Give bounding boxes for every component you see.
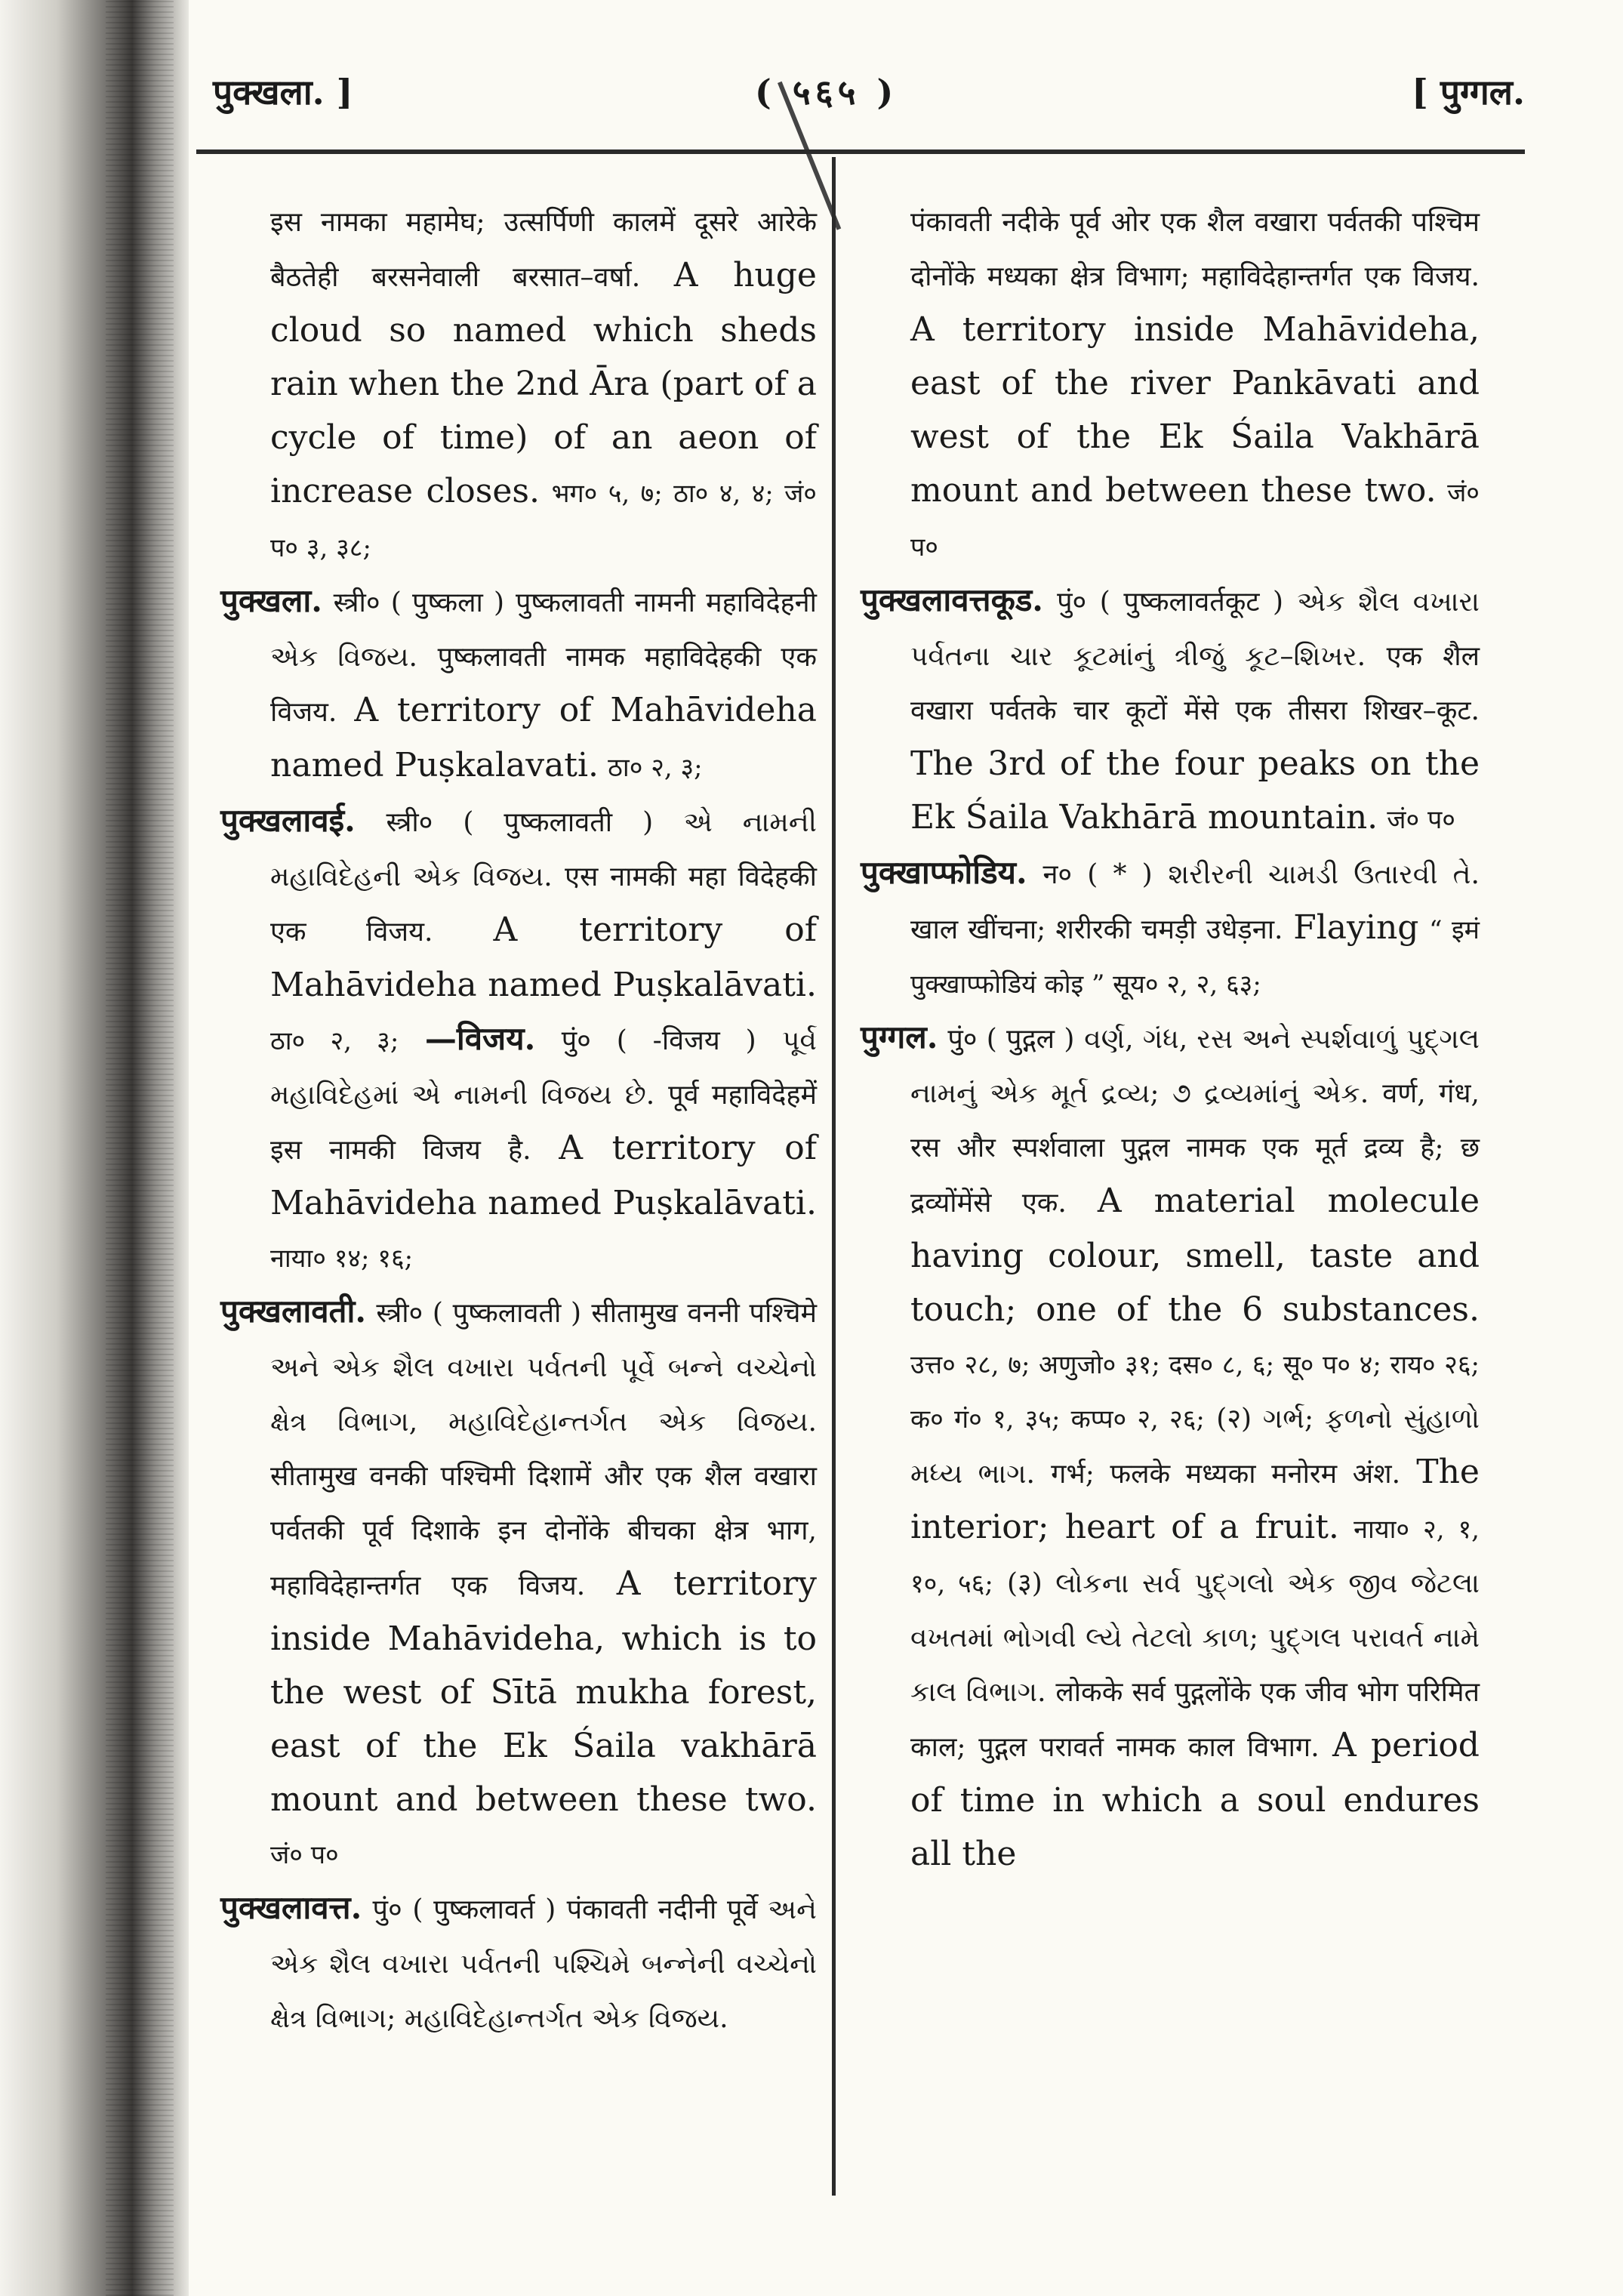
grammar-label: स्त्री० ( पुष्कला ) xyxy=(333,587,505,618)
hindi-gloss: एस नामकी महा विदेहकी एक विजय. xyxy=(270,861,817,948)
hindi-gloss: एक शैल वखारा पर्वतके चार कूटों मेंसे एक तीसरा शिखर–कूट. xyxy=(910,641,1480,726)
hindi-gloss: गर्भ; फलके मध्यका मनोरम अंश. xyxy=(1051,1459,1401,1490)
references: जं० प० xyxy=(910,478,1480,562)
left-column xyxy=(220,195,817,2045)
column-divider xyxy=(832,157,836,2196)
gujarati-gloss: પૂર્વ મહાવિદેહમાં એ નામની વિજય છે. xyxy=(270,1025,817,1111)
entry-pukkhalavatta xyxy=(220,1881,817,2045)
continued-entry xyxy=(861,195,1480,574)
references: नाया० १४; १६; xyxy=(270,1244,414,1274)
header-right-guideword: [ पुग्गल. xyxy=(1412,72,1525,112)
english-gloss: A huge cloud so named which sheds rain when the 2nd Āra (part of a cycle of time) of an aeon of increase closes. xyxy=(270,256,817,510)
english-gloss: Flaying xyxy=(1293,908,1419,947)
english-gloss: A territory of Mahāvideha named Puṣkalāvati. xyxy=(270,1129,817,1222)
entry-pukkhalavai xyxy=(220,794,817,1285)
gutter-speckle xyxy=(106,0,174,2296)
grammar-label: पुं० ( -विजय ) xyxy=(561,1025,756,1056)
gujarati-gloss: (२) ગર્ભ; ફળનો સુંહાળો મધ્ય ભાગ. xyxy=(910,1404,1480,1490)
grammar-label: पुं० ( पुद्गल ) xyxy=(947,1024,1075,1055)
quotation: “ इमं पुक्खाप्फोडियं कोइ ” सूय० २, २, ६३; xyxy=(910,915,1480,1000)
headword: पुक्खलावती. xyxy=(220,1293,366,1330)
hindi-gloss: खाल खींचना; शरीरकी चमड़ी उधेड़ना. xyxy=(910,914,1283,945)
dictionary-page xyxy=(196,60,1525,2034)
hindi-gloss: लोकके सर्व पुद्गलोंके एक जीव भोग परिमित काल; पुद्गल परावर्त नामक काल विभाग. xyxy=(910,1677,1480,1763)
gujarati-gloss: એક શૈલ વખારા પર્વતના ચાર કૂટમાંનું ત્રીજું કૂટ–શિખર. xyxy=(910,587,1480,672)
gujarati-gloss: વર્ણ, ગંધ, રસ અને સ્પર્શવાળું પુદ્ગલ નામનું એક મૂર્ત દ્રવ્ય; ૭ દ્રવ્યમાંનું એક. xyxy=(910,1024,1480,1109)
references: ठा० २, ३; xyxy=(270,1026,399,1056)
references: ठा० २, ३; xyxy=(608,753,703,783)
gujarati-gloss: (३) લોકના સર્વ પુદ્ગલો એક જીવ જેટલા વખતમાં ભોગવી લ્યે તેટલો કાળ; પુદ્ગલ પરાવર્ત નામે કાલ વિભાગ. xyxy=(910,1568,1480,1708)
hindi-gloss: पंकावती नदीके पूर्व ओर एक शैल वखारा पर्वतकी पश्चिम दोनोंके मध्यका क्षेत्र विभाग; महाविदेहान्तर्गत एक विजय. xyxy=(910,207,1480,292)
english-gloss: A territory inside Mahāvideha, which is to the west of Sītā mukha forest, east of the Ek Śaila vakhārā mount and between these two. xyxy=(270,1564,817,1819)
entry-pukkhala xyxy=(220,575,817,794)
gujarati-gloss: पुष्कलावती नामनी महाविदेहनी એક વિજય. xyxy=(270,587,817,673)
sub-headword: —विजय. xyxy=(424,1020,536,1057)
header-left-guideword: पुक्खला. ] xyxy=(213,72,353,112)
english-gloss: A territory inside Mahāvideha, east of the river Pankāvati and west of the Ek Śaila Vakhārā mount and between these two. xyxy=(910,310,1480,510)
english-gloss: A territory of Mahāvideha named Puṣkalavati. xyxy=(270,691,817,784)
header-rule xyxy=(196,149,1525,154)
references: जं० प० xyxy=(1387,805,1455,835)
english-gloss: A territory of Mahāvideha named Puṣkalāvati. xyxy=(270,911,817,1004)
gujarati-gloss: શરીરની ચામડી ઉતારવી તે. xyxy=(1168,859,1480,890)
headword: पुक्खला. xyxy=(220,582,322,619)
entry-puggala xyxy=(861,1011,1480,1881)
gujarati-gloss: એ નામની મહાવિદેહની એક વિજય. xyxy=(270,807,817,892)
references: नाया० २, १, १०, ५६; xyxy=(910,1515,1480,1599)
hindi-gloss: सीतामुख वनकी पश्चिमी दिशामें और एक शैल वखारा पर्वतकी पूर्व दिशाके इन दोनोंके बीचका क्षेत्र भाग, महाविदेहान्तर्गत एक विजय. xyxy=(270,1461,817,1601)
page-number: ( ५६५ ) xyxy=(755,72,898,112)
grammar-label: स्त्री० ( पुष्कलावती ) xyxy=(386,807,654,838)
gujarati-gloss: सीतामुख वननी पश्चिमे અને એક શૈલ વખારા પર્વતની પૂર્વે બન્ને વચ્ચેનો ક્ષેત્ર વિભાગ, મહાવિદેહાન્તર્ગત એક વિજય. xyxy=(270,1298,817,1438)
page-header xyxy=(196,60,1525,128)
headword: पुक्खाप्फोडिय. xyxy=(861,854,1027,891)
english-gloss: The 3rd of the four peaks on the Ek Śaila Vakhārā mountain. xyxy=(910,744,1480,837)
hindi-gloss: पूर्व महाविदेहमें इस नामकी विजय है. xyxy=(270,1080,817,1166)
references: भग० ५, ७; ठा० ४, ४; जं० प० ३, ३८; xyxy=(270,479,817,563)
right-column xyxy=(861,195,1480,1881)
hindi-gloss: पुष्कलावती नामक महाविदेहकी एक विजय. xyxy=(270,642,817,728)
references: उत्त० २८, ७; अणुजो० ३१; दस० ८, ६; सू० प० ४; राय० २६; क० गं० १, ३५; कप्प० २, २६; xyxy=(910,1350,1480,1435)
grammar-label: पुं० ( पुष्कलावर्त ) xyxy=(372,1894,556,1925)
entry-pukkhalavattakuda xyxy=(861,574,1480,846)
headword: पुग्गल. xyxy=(861,1019,938,1056)
english-gloss: The interior; heart of a fruit. xyxy=(910,1453,1480,1546)
grammar-label: पुं० ( पुष्कलावर्तकूट ) xyxy=(1057,587,1284,618)
hindi-gloss: वर्ण, गंध, रस और स्पर्शवाला पुद्गल नामक एक मूर्त द्रव्य है; छ द्रव्योंमेंसे एक. xyxy=(910,1078,1480,1219)
grammar-label: स्त्री० ( पुष्कलावती ) xyxy=(376,1298,582,1329)
headword: पुक्खलावत्त. xyxy=(220,1889,362,1926)
english-gloss: A material molecule having colour, smell, taste and touch; one of the 6 substances. xyxy=(910,1182,1480,1329)
headword: पुक्खलावई. xyxy=(220,802,356,839)
entry-pukkhalavati xyxy=(220,1285,817,1881)
headword: पुक्खलावत्तकूड. xyxy=(861,581,1043,618)
continued-entry xyxy=(220,195,817,575)
hindi-gloss: इस नामका महामेघ; उत्सर्पिणी कालमें दूसरे आरेके बैठतेही बरसनेवाली बरसात–वर्षा. xyxy=(270,207,817,293)
references: जं० प० xyxy=(270,1840,339,1870)
english-gloss: A period of time in which a soul endures all the xyxy=(910,1726,1480,1873)
gujarati-gloss: पंकावती नदीनी पूर्वे અને એક શૈલ વખારા પર્વતની પશ્ચિમે બન્નેની વચ્ચેનો ક્ષેત્ર વિભાગ; મહાવિદેહાન્તર્ગત એક વિજય. xyxy=(270,1894,817,2034)
grammar-label: न० ( * ) xyxy=(1042,859,1153,890)
entry-pukkhapphodiya xyxy=(861,846,1480,1011)
